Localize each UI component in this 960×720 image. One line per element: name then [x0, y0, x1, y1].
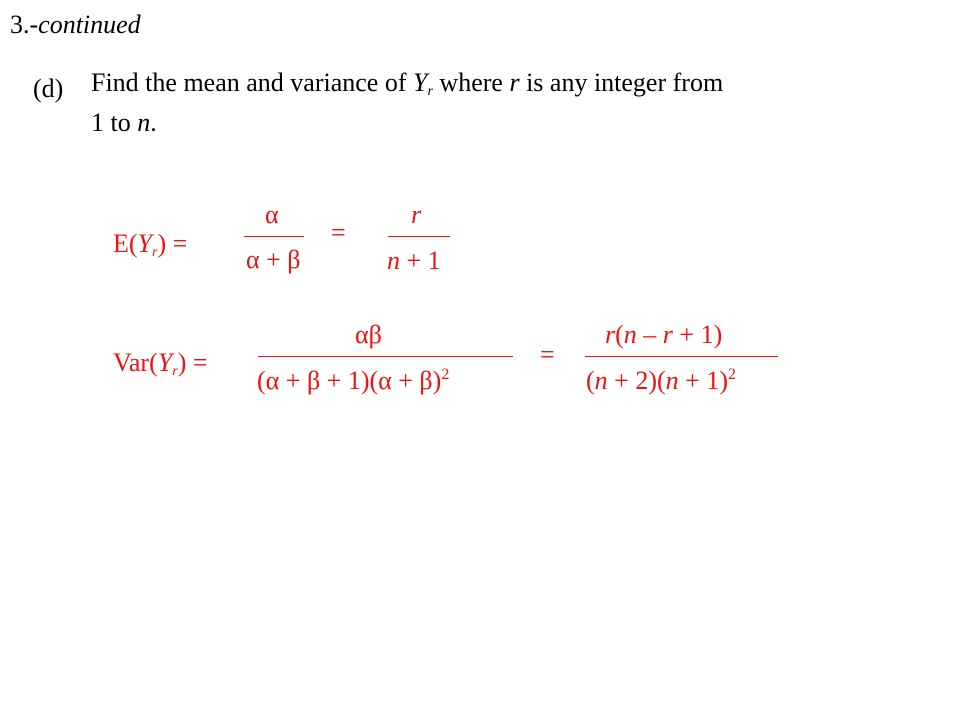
variance-frac2-num-part: n: [623, 320, 637, 349]
section-number: 3.: [10, 10, 30, 39]
mean-frac2-bar: [388, 236, 450, 237]
problem-text: Find the mean and variance of: [91, 68, 413, 97]
variance-frac1-denominator: [257, 368, 449, 394]
mean-lhs-variable: Y: [137, 229, 153, 258]
section-suffix: -continued: [29, 10, 141, 39]
mean-frac2-denominator-rest: + 1: [400, 246, 441, 275]
variance-frac2-denominator: [586, 368, 736, 394]
problem-line-1: [91, 68, 724, 99]
variance-frac2-den-part: n: [594, 366, 608, 395]
mean-lhs-subscript: r: [152, 245, 158, 260]
part-label: (d): [33, 74, 64, 103]
mean-lhs-prefix: E(: [113, 229, 138, 258]
variable-r: r: [509, 68, 520, 97]
problem-text: where: [432, 68, 510, 97]
variance-frac2-den-part: n: [665, 366, 679, 395]
variable-y: Y: [413, 68, 428, 97]
variance-frac2-bar: [585, 356, 778, 357]
variance-frac2-num-part: –: [636, 320, 663, 349]
variance-frac2-numerator: [605, 322, 722, 348]
subscript-r: r: [427, 84, 433, 99]
mean-frac2-denominator: [387, 248, 441, 274]
variance-frac2-den-part: + 2)(: [607, 366, 666, 395]
variance-frac2-num-part: + 1): [672, 320, 723, 349]
mean-frac2-denominator-var: n: [387, 246, 400, 275]
mean-equals: =: [331, 218, 346, 247]
variance-lhs: [113, 348, 208, 379]
variance-lhs-prefix: Var(: [113, 348, 158, 377]
variance-frac2-denominator-exponent: 2: [727, 366, 736, 383]
variance-lhs-suffix: ) =: [177, 348, 208, 377]
problem-text: is any integer from: [519, 68, 724, 97]
variance-frac2-num-part: r: [662, 320, 673, 349]
mean-frac1-numerator: α: [265, 200, 279, 229]
problem-text: .: [150, 108, 157, 137]
mean-frac1-bar: [244, 236, 304, 237]
variance-lhs-variable: Y: [157, 348, 173, 377]
mean-lhs: [113, 229, 188, 260]
variance-frac2-num-part: (: [615, 320, 624, 349]
variable-n: n: [137, 108, 151, 137]
problem-line-2: [91, 110, 157, 136]
variance-frac1-bar: [258, 356, 513, 357]
variance-frac1-denominator-exponent: 2: [441, 366, 450, 383]
mean-lhs-suffix: ) =: [157, 229, 188, 258]
variance-frac2-den-part: (: [586, 366, 595, 395]
mean-frac1-denominator: α + β: [246, 245, 301, 274]
variance-lhs-subscript: r: [172, 364, 178, 379]
variance-frac2-den-part: + 1): [678, 366, 728, 395]
variance-equals: =: [540, 340, 555, 369]
variance-frac1-numerator: αβ: [355, 320, 382, 349]
problem-text: 1 to: [91, 108, 138, 137]
variance-frac2-num-part: r: [605, 320, 616, 349]
variance-frac1-denominator-base: (α + β + 1)(α + β): [257, 366, 442, 395]
section-heading: [10, 12, 141, 38]
mean-frac2-numerator: r: [411, 200, 422, 229]
